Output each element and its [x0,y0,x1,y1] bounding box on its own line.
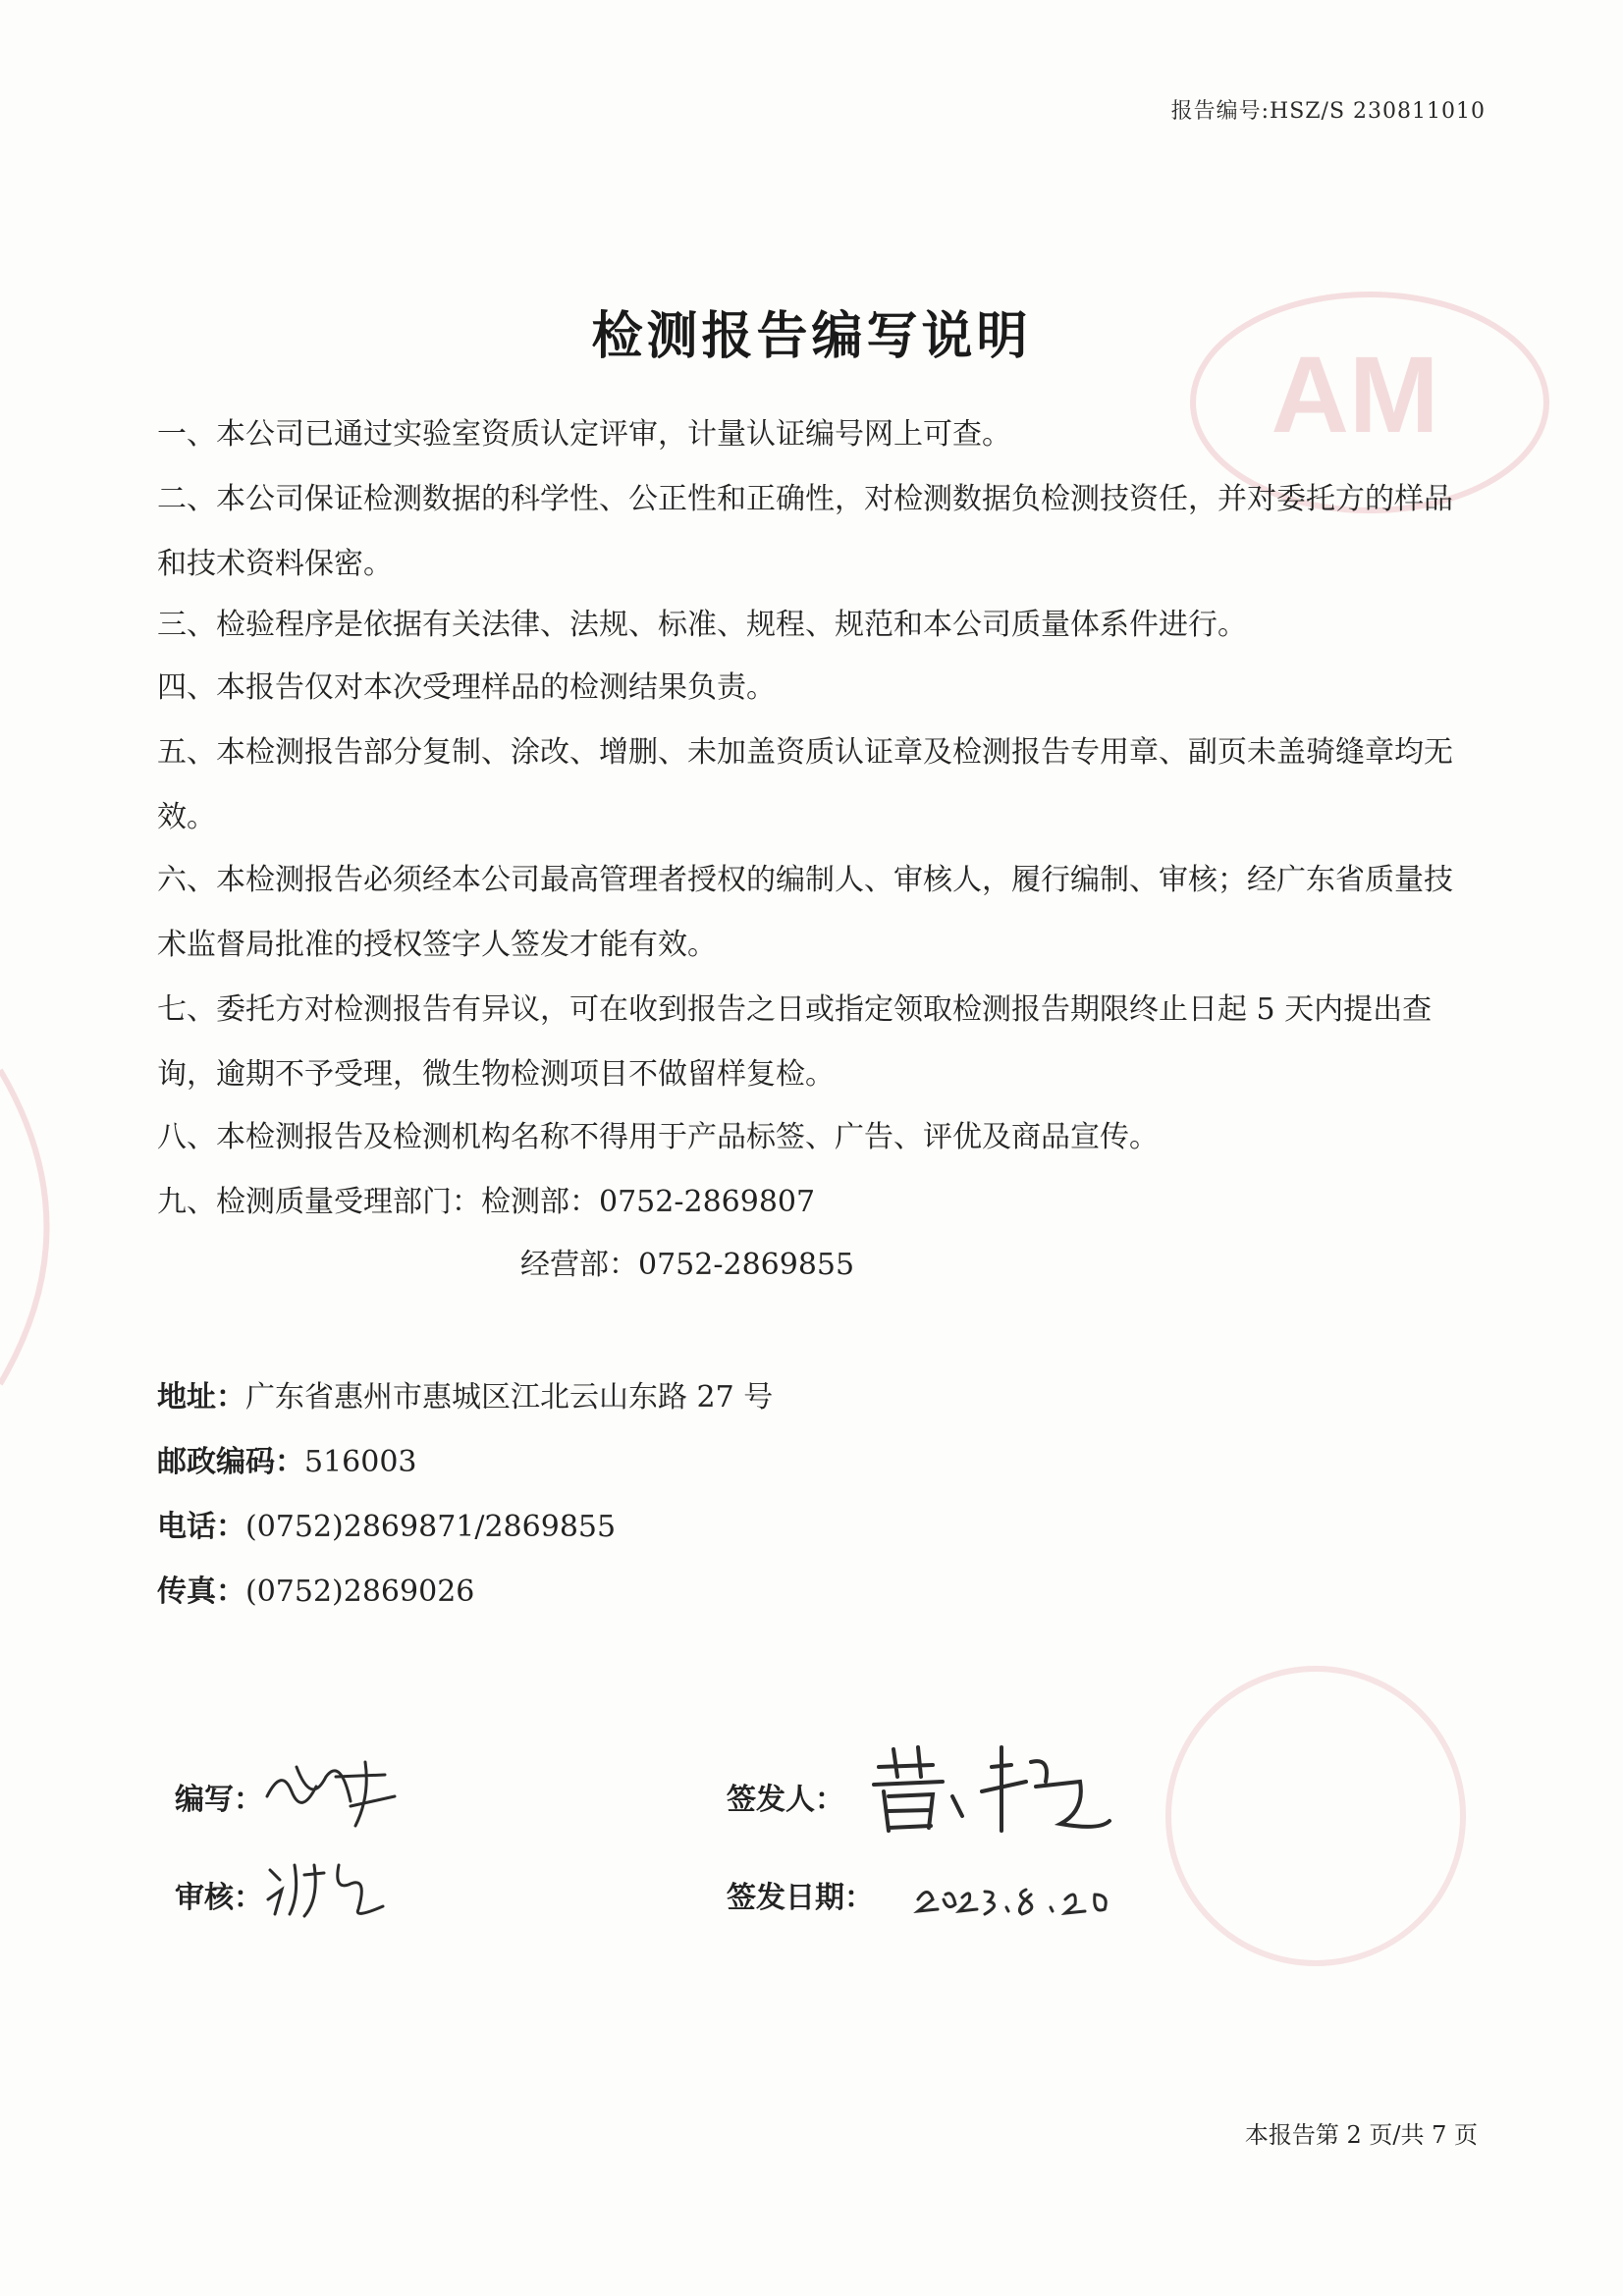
address-value: 广东省惠州市惠城区江北云山东路 27 号 [245,1380,774,1415]
fax-label: 传真： [157,1575,245,1609]
clause-7: 七、委托方对检测报告有异议，可在收到报告之日或指定领取检测报告期限终止日起 5 天内提出查询，逾期不予受理，微生物检测项目不做留样复检。 [157,992,1433,1092]
postcode-line [157,1437,417,1480]
compiler-signature [257,1747,405,1836]
stamp-left-edge [0,1060,108,1394]
clause-1: 一、本公司已通过实验室资质认定评审，计量认证编号网上可查。 [157,417,1011,452]
phone-value: (0752)2869871/2869855 [245,1510,617,1544]
clause-4: 四、本报告仅对本次受理样品的检测结果负责。 [157,670,776,705]
reviewed-by-label: 审核： [175,1881,263,1915]
postcode-value: 516003 [304,1445,417,1479]
clause-2: 二、本公司保证检测数据的科学性、公正性和正确性，对检测数据负检测技资任，并对委托方的样品和技术资料保密。 [157,482,1453,581]
phone-line [157,1502,616,1545]
postcode-label: 邮政编码： [157,1445,304,1479]
issue-date-handwriting [908,1850,1144,1929]
page-number: 本报告第 2 页/共 7 页 [1244,2121,1478,2149]
clause-3: 三、检验程序是依据有关法律、法规、标准、规程、规范和本公司质量体系件进行。 [157,608,1247,642]
stamp-bottom-right [1149,1659,1483,1973]
clause-9-sales-dept: 经营部：0752-2869855 [520,1248,855,1282]
issuer-label: 签发人： [727,1783,844,1817]
issue-date-label: 签发日期： [727,1881,874,1915]
fax-line [157,1567,474,1610]
issuer-signature [864,1737,1119,1845]
clause-9: 九、检测质量受理部门：检测部：0752-2869807 [157,1185,816,1219]
page-title: 检测报告编写说明 [591,306,1032,366]
clause-5: 五、本检测报告部分复制、涂改、增删、未加盖资质认证章及检测报告专用章、副页未盖骑缝章均无效。 [157,735,1453,834]
clause-8: 八、本检测报告及检测机构名称不得用于产品标签、广告、评优及商品宣传。 [157,1120,1159,1154]
stamp-text: AM [1271,335,1439,455]
clause-6: 六、本检测报告必须经本公司最高管理者授权的编制人、审核人，履行编制、审核；经广东省质量技术监督局批准的授权签字人签发才能有效。 [157,863,1453,962]
fax-value: (0752)2869026 [245,1575,475,1609]
phone-label: 电话： [157,1510,245,1544]
address-line [157,1372,773,1415]
report-number: 报告编号:HSZ/S 230811010 [1170,99,1486,124]
compiled-by-label: 编写： [175,1783,263,1817]
address-label: 地址： [157,1380,245,1415]
reviewer-signature [260,1845,398,1924]
